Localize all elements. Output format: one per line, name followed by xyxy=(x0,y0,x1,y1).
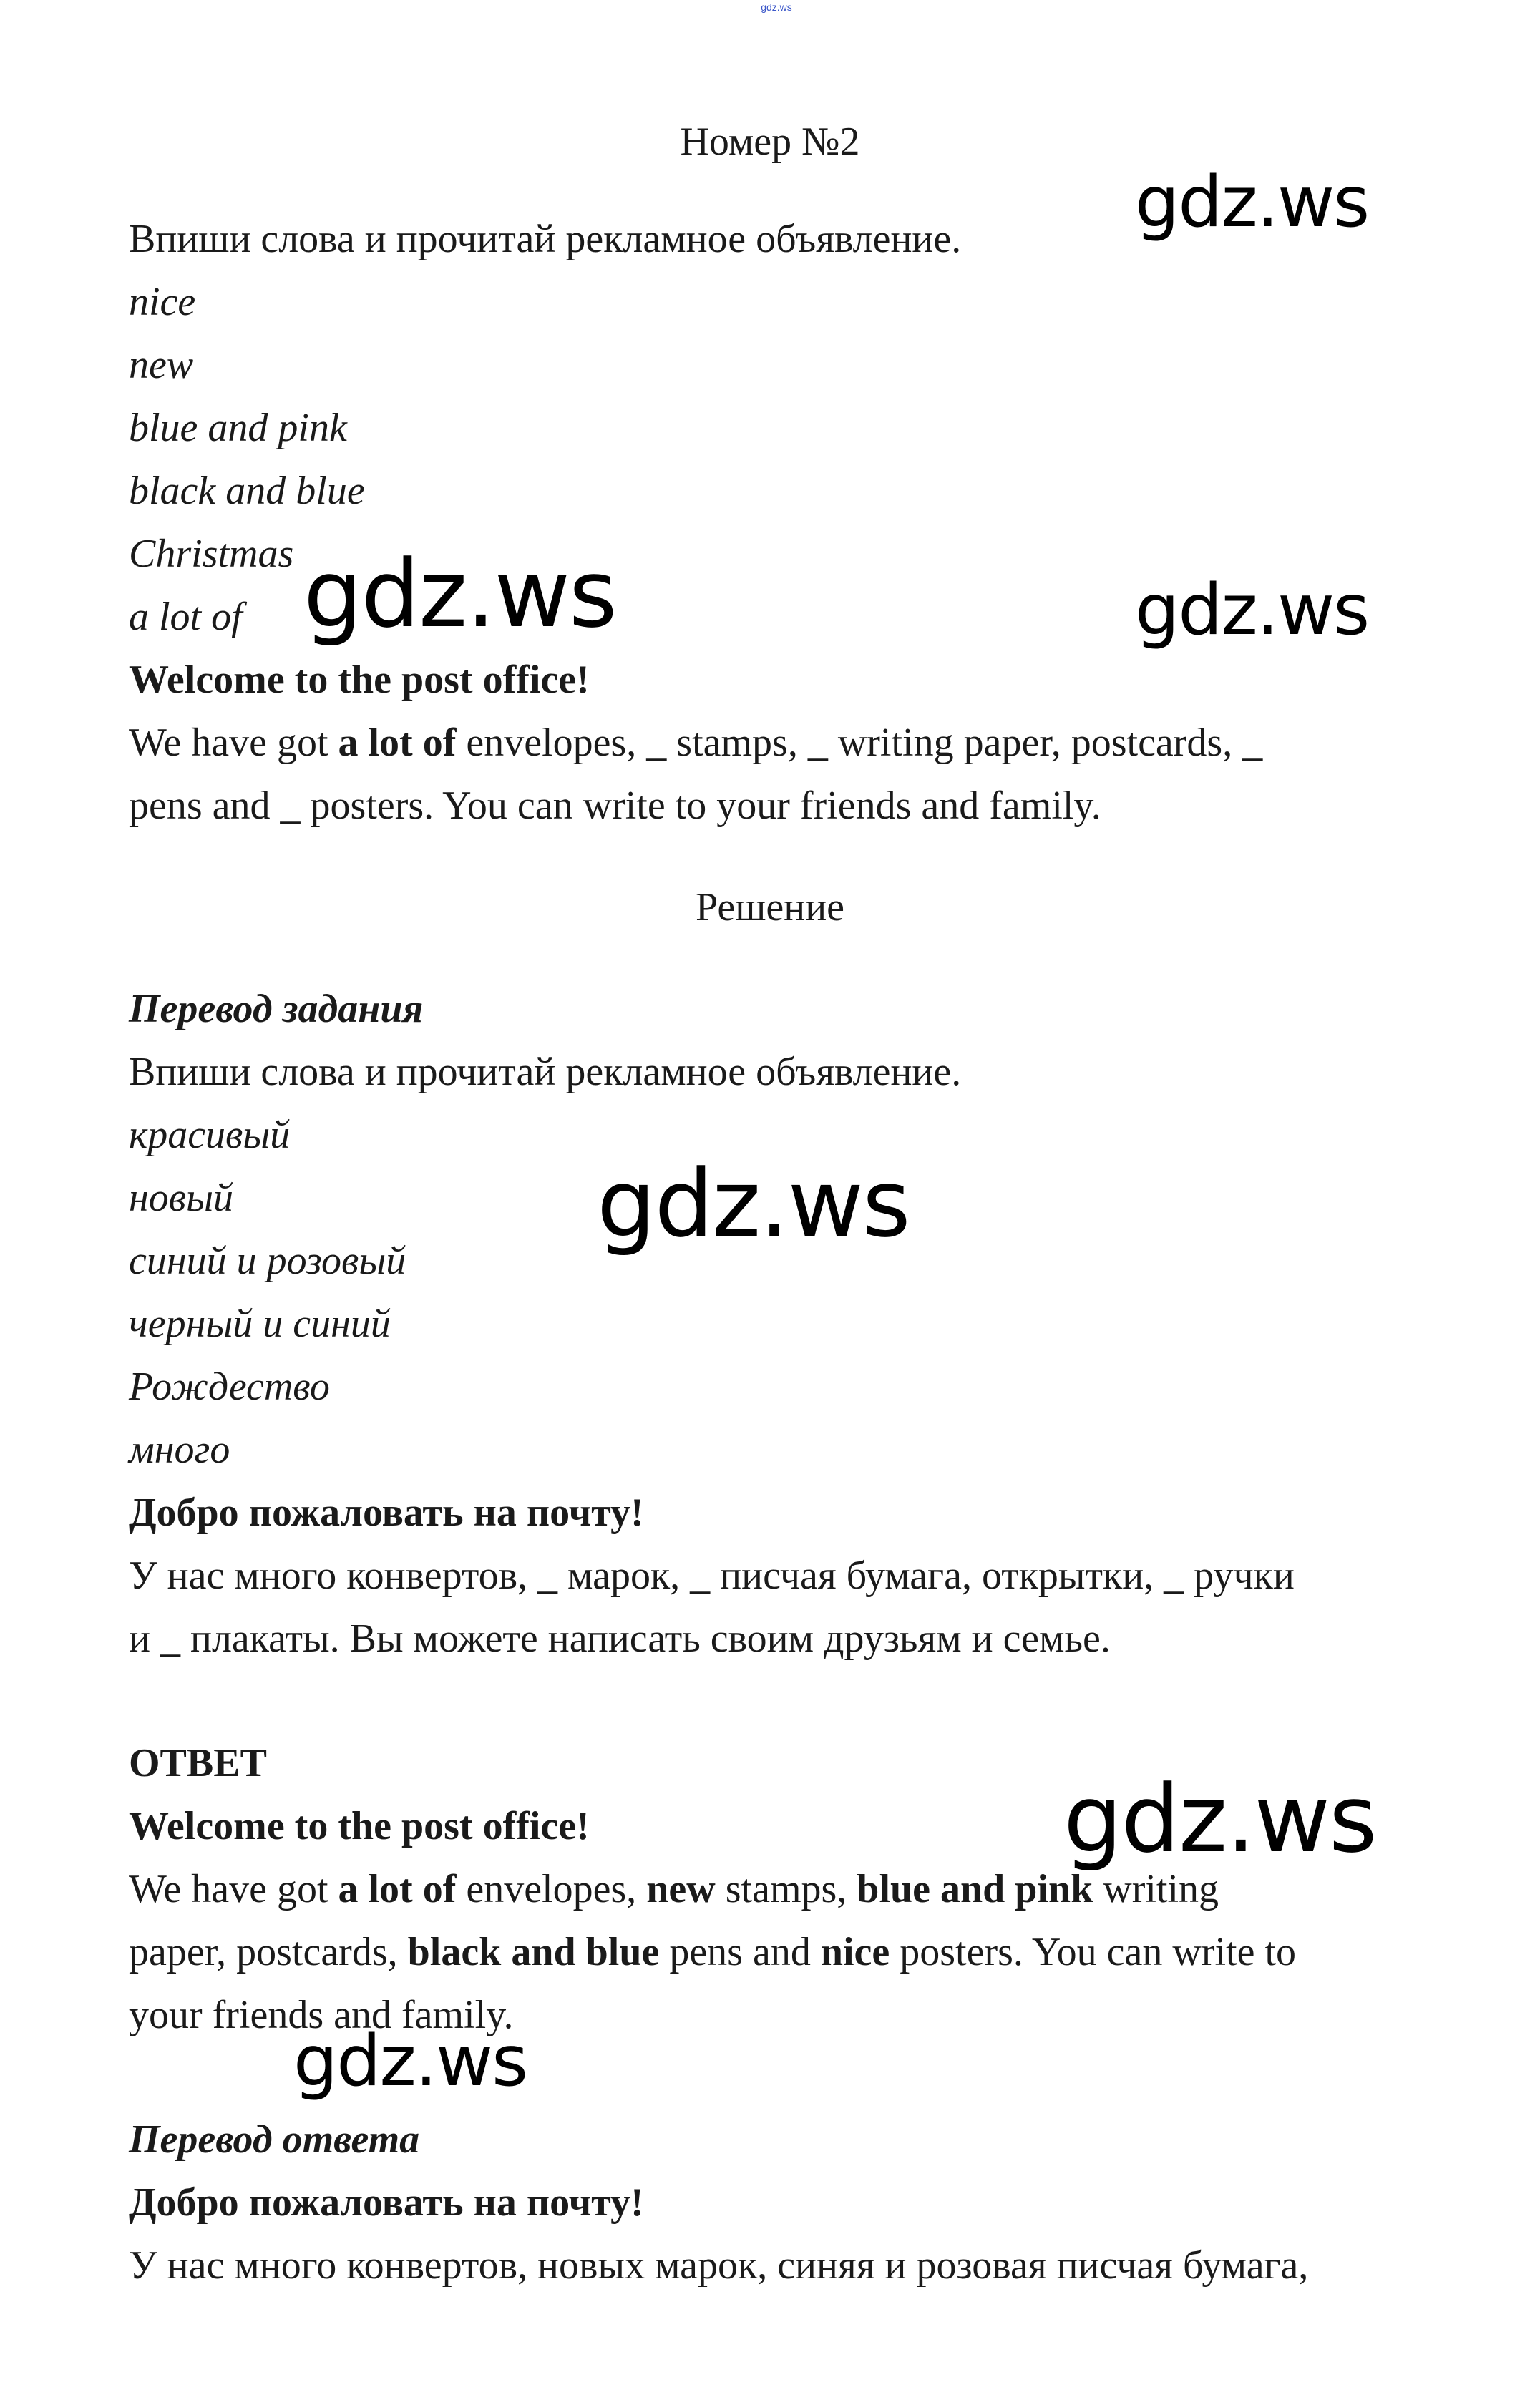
word-list-item: blue and pink xyxy=(129,406,347,450)
translation-word-item: новый xyxy=(129,1176,234,1220)
solution-heading: Решение xyxy=(695,885,845,930)
translation-instruction: Впиши слова и прочитай рекламное объявление. xyxy=(129,1050,962,1094)
task-instruction: Впиши слова и прочитай рекламное объявление. xyxy=(129,217,962,261)
translation-word-item: Рождество xyxy=(129,1365,330,1409)
page-title: Номер №2 xyxy=(680,119,860,164)
watermark: gdz.ws xyxy=(293,2021,527,2102)
answer-text-line2: paper, postcards, black and blue pens and nice posters. You can write to xyxy=(129,1930,1297,1974)
answer-text-line3: your friends and family. xyxy=(129,1993,514,2037)
watermark: gdz.ws xyxy=(597,1149,910,1258)
task-ad-text-line2: pens and _ posters. You can write to your friends and family. xyxy=(129,784,1101,828)
word-list-item: a lot of xyxy=(129,595,243,639)
answer-translation-title: Добро пожаловать на почту! xyxy=(129,2180,644,2225)
translation-ad-text-line2: и _ плакаты. Вы можете написать своим друзьям и семье. xyxy=(129,1616,1111,1661)
word-list-item: nice xyxy=(129,280,196,324)
watermark: gdz.ws xyxy=(1135,162,1369,243)
translation-word-item: много xyxy=(129,1428,230,1472)
answer-label: ОТВЕТ xyxy=(129,1741,267,1785)
word-list-item: black and blue xyxy=(129,469,365,513)
translation-ad-text-line1: У нас много конвертов, _ марок, _ писчая бумага, открытки, _ ручки xyxy=(129,1553,1295,1598)
translation-word-item: черный и синий xyxy=(129,1302,391,1346)
answer-translation-heading: Перевод ответа xyxy=(129,2117,420,2162)
task-ad-text-line1: We have got a lot of envelopes, _ stamps, _ writing paper, postcards, _ xyxy=(129,721,1263,765)
answer-translation-line1: У нас много конвертов, новых марок, синяя и розовая писчая бумага, xyxy=(129,2243,1309,2288)
translation-word-item: красивый xyxy=(129,1113,291,1157)
answer-heading: Welcome to the post office! xyxy=(129,1804,590,1848)
translation-ad-heading: Добро пожаловать на почту! xyxy=(129,1491,644,1535)
watermark: gdz.ws xyxy=(1135,570,1369,651)
translation-word-item: синий и розовый xyxy=(129,1239,406,1283)
answer-text-line1: We have got a lot of envelopes, new stamps, blue and pink writing xyxy=(129,1867,1219,1911)
source-label: gdz.ws xyxy=(761,1,792,13)
watermark: gdz.ws xyxy=(1063,1765,1376,1873)
word-list-item: Christmas xyxy=(129,532,294,576)
translation-heading: Перевод задания xyxy=(129,987,424,1031)
watermark: gdz.ws xyxy=(303,540,616,648)
word-list-item: new xyxy=(129,343,194,387)
task-ad-heading: Welcome to the post office! xyxy=(129,658,590,702)
